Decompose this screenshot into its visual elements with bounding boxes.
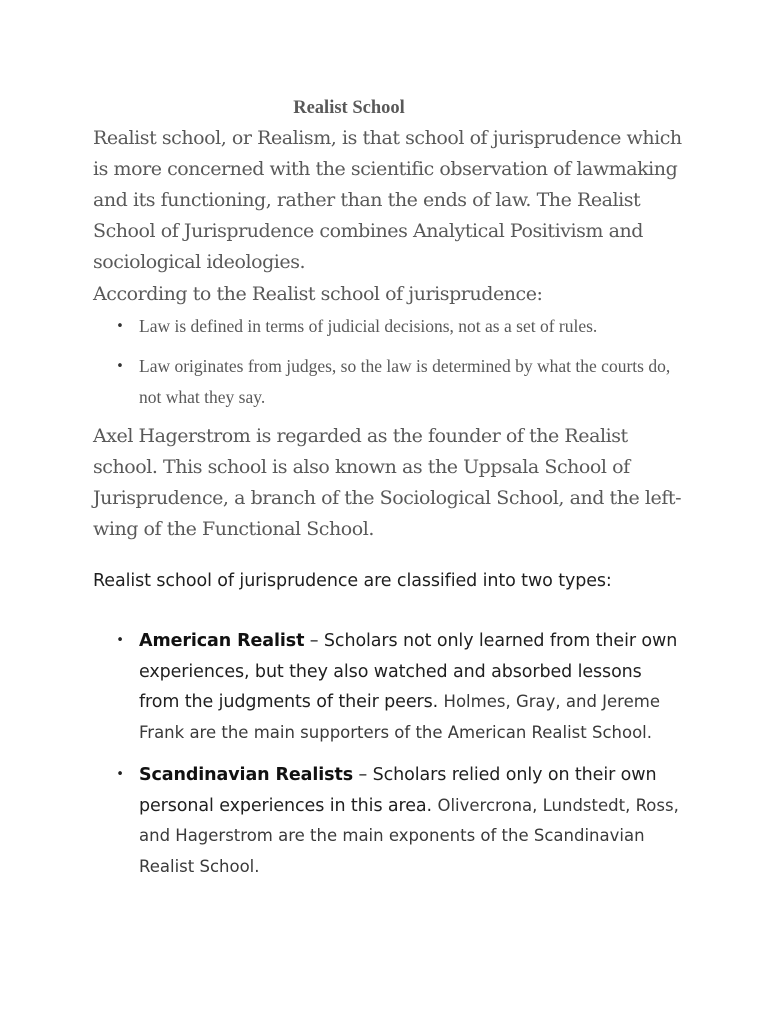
type-term: Scandinavian Realists xyxy=(139,765,354,785)
according-line: According to the Realist school of jurisprudence: xyxy=(93,283,543,305)
principle-text: Law originates from judges, so the law is determined by what the courts do, not what they say. xyxy=(139,356,671,407)
type-description: – Scholars relied only on their own personal experiences in this area. xyxy=(139,765,657,816)
list-item xyxy=(93,626,683,748)
types-list xyxy=(93,626,683,882)
type-term: American Realist xyxy=(139,631,305,651)
intro-paragraph: Realist school, or Realism, is that school of jurisprudence which is more concerned with the scientific observation of lawmaking and its functioning, rather than the ends of law. The Realist School of Jurisprudence combines Analytical Positivism and sociological ideologies. xyxy=(93,127,682,273)
list-item xyxy=(93,311,683,342)
type-description: – Scholars not only learned from their own experiences, but they also watched and absorbed lessons from the judgments of their peers. xyxy=(139,631,678,712)
bullet-icon: • xyxy=(116,319,124,334)
list-item xyxy=(93,351,683,413)
bullet-icon: • xyxy=(116,633,124,648)
classification-line: Realist school of jurisprudence are classified into two types: xyxy=(93,571,612,591)
principle-text: Law is defined in terms of judicial decisions, not as a set of rules. xyxy=(139,316,598,336)
bullet-icon: • xyxy=(116,359,124,374)
type-supporters: Holmes, Gray, and Jereme Frank are the main supporters of the American Realist School. xyxy=(139,692,660,742)
principles-list xyxy=(93,311,683,413)
bullet-icon: • xyxy=(116,767,124,782)
document-title: Realist School xyxy=(293,98,405,118)
type-supporters: Olivercrona, Lundstedt, Ross, and Hagerstrom are the main exponents of the Scandinavian Realist School. xyxy=(139,795,679,876)
founder-paragraph: Axel Hagerstrom is regarded as the founder of the Realist school. This school is also known as the Uppsala School of Jurisprudence, a branch of the Sociological School, and the left-wing of the Functional School. xyxy=(93,425,682,540)
list-item xyxy=(93,760,683,882)
